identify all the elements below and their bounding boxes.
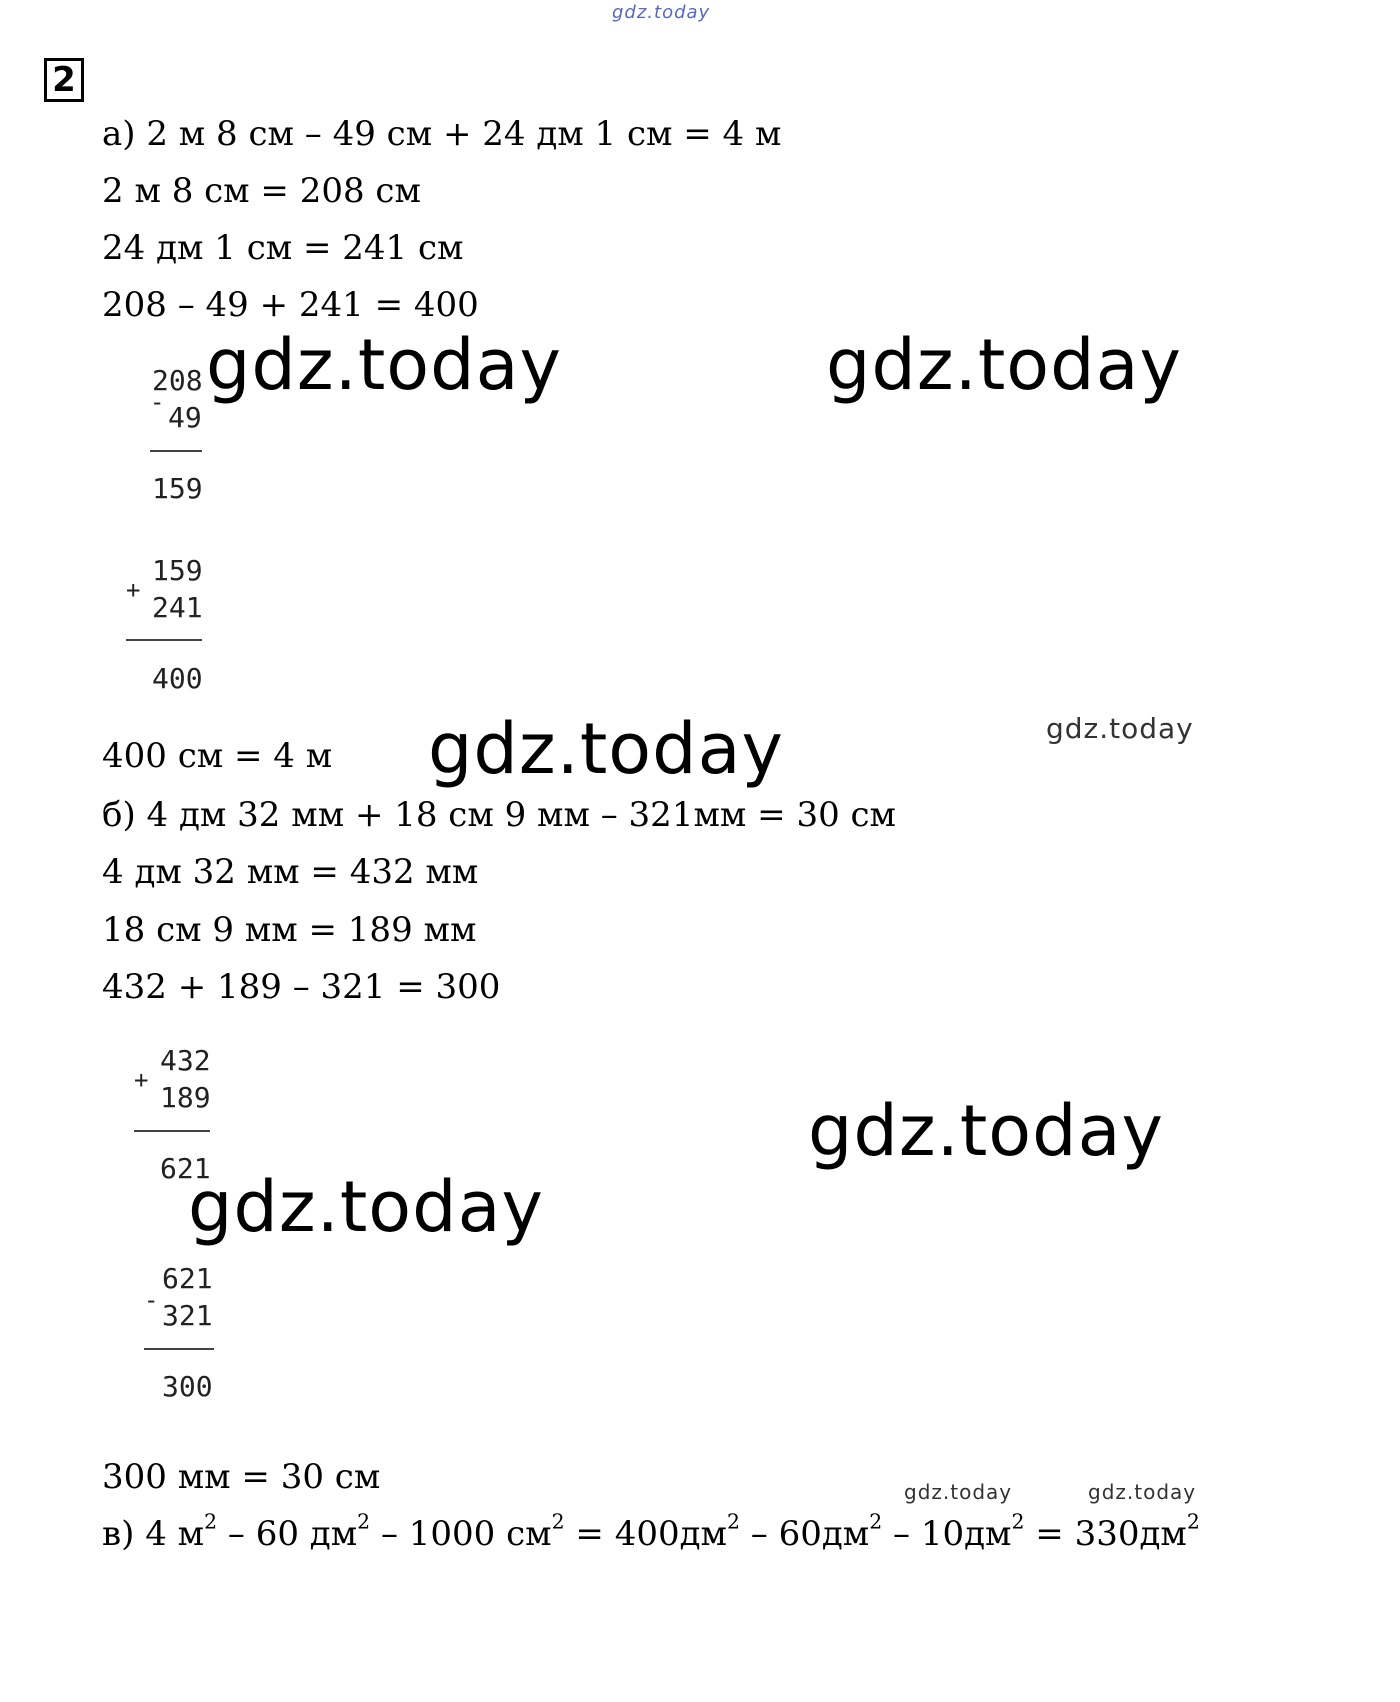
b-col2-sign: - [144, 1286, 159, 1314]
watermark-7: gdz.today [904, 1480, 1013, 1504]
part-c-term-2: – 1000 см [370, 1514, 552, 1554]
part-c-exp-5: 2 [869, 1509, 883, 1534]
b-col1-rule [134, 1130, 210, 1132]
watermark-8: gdz.today [1088, 1480, 1197, 1504]
part-b-conclusion: 300 мм = 30 см [102, 1457, 381, 1497]
a-col2-result: 400 [152, 662, 203, 695]
b-col2-bottom: 321 [162, 1299, 213, 1332]
part-c-term-6: = 330дм [1024, 1514, 1187, 1554]
watermark-4: gdz.today [1046, 712, 1194, 745]
b-col1-result: 621 [160, 1152, 211, 1185]
a-col1-result: 159 [152, 472, 203, 505]
part-a-line-1: а) 2 м 8 см – 49 см + 24 дм 1 см = 4 м [102, 114, 782, 154]
b-col2-result: 300 [162, 1370, 213, 1403]
part-c-term-5: – 10дм [882, 1514, 1012, 1554]
watermark-top: gdz.today [612, 2, 711, 23]
part-c-exp-2: 2 [357, 1509, 371, 1534]
b-col1-sign: + [134, 1066, 149, 1094]
part-c-exp-6: 2 [1011, 1509, 1025, 1534]
a-col2-top: 159 [152, 554, 203, 587]
watermark-5: gdz.today [808, 1090, 1164, 1172]
part-c-term-4: – 60дм [739, 1514, 870, 1554]
part-c-term-1: – 60 дм [217, 1514, 358, 1554]
part-a-conclusion: 400 см = 4 м [102, 736, 333, 776]
watermark-6: gdz.today [188, 1166, 544, 1248]
part-a-line-2: 2 м 8 см = 208 см [102, 171, 421, 211]
part-a-line-4: 208 – 49 + 241 = 400 [102, 285, 479, 325]
a-col2-rule [126, 639, 202, 641]
part-c-exp-4: 2 [726, 1509, 740, 1534]
part-c-exp-7: 2 [1186, 1509, 1200, 1534]
b-col2-rule [144, 1348, 214, 1350]
part-c-exp-1: 2 [204, 1509, 218, 1534]
b-col1-bottom: 189 [160, 1081, 211, 1114]
a-col2-sign: + [126, 576, 141, 604]
part-b-line-2: 4 дм 32 мм = 432 мм [102, 852, 479, 892]
part-b-line-3: 18 см 9 мм = 189 мм [102, 910, 477, 950]
b-col2-top: 621 [162, 1262, 213, 1295]
part-c-prefix: в) 4 м [102, 1514, 205, 1554]
part-b-line-1: б) 4 дм 32 мм + 18 см 9 мм – 321мм = 30 см [102, 795, 897, 835]
part-c-term-3: = 400дм [564, 1514, 727, 1554]
watermark-2: gdz.today [826, 324, 1182, 406]
part-c-line [102, 1509, 1200, 1554]
a-col1-top: 208 [152, 364, 203, 397]
a-col1-sign: - [150, 388, 165, 416]
a-col1-bottom: 49 [168, 401, 202, 434]
a-col1-rule [150, 450, 202, 452]
b-col1-top: 432 [160, 1044, 211, 1077]
part-b-line-4: 432 + 189 – 321 = 300 [102, 967, 501, 1007]
watermark-3: gdz.today [428, 708, 784, 790]
part-a-line-3: 24 дм 1 см = 241 см [102, 228, 464, 268]
task-number-box: 2 [44, 58, 84, 102]
a-col2-bottom: 241 [152, 591, 203, 624]
watermark-1: gdz.today [206, 324, 562, 406]
part-c-exp-3: 2 [551, 1509, 565, 1534]
